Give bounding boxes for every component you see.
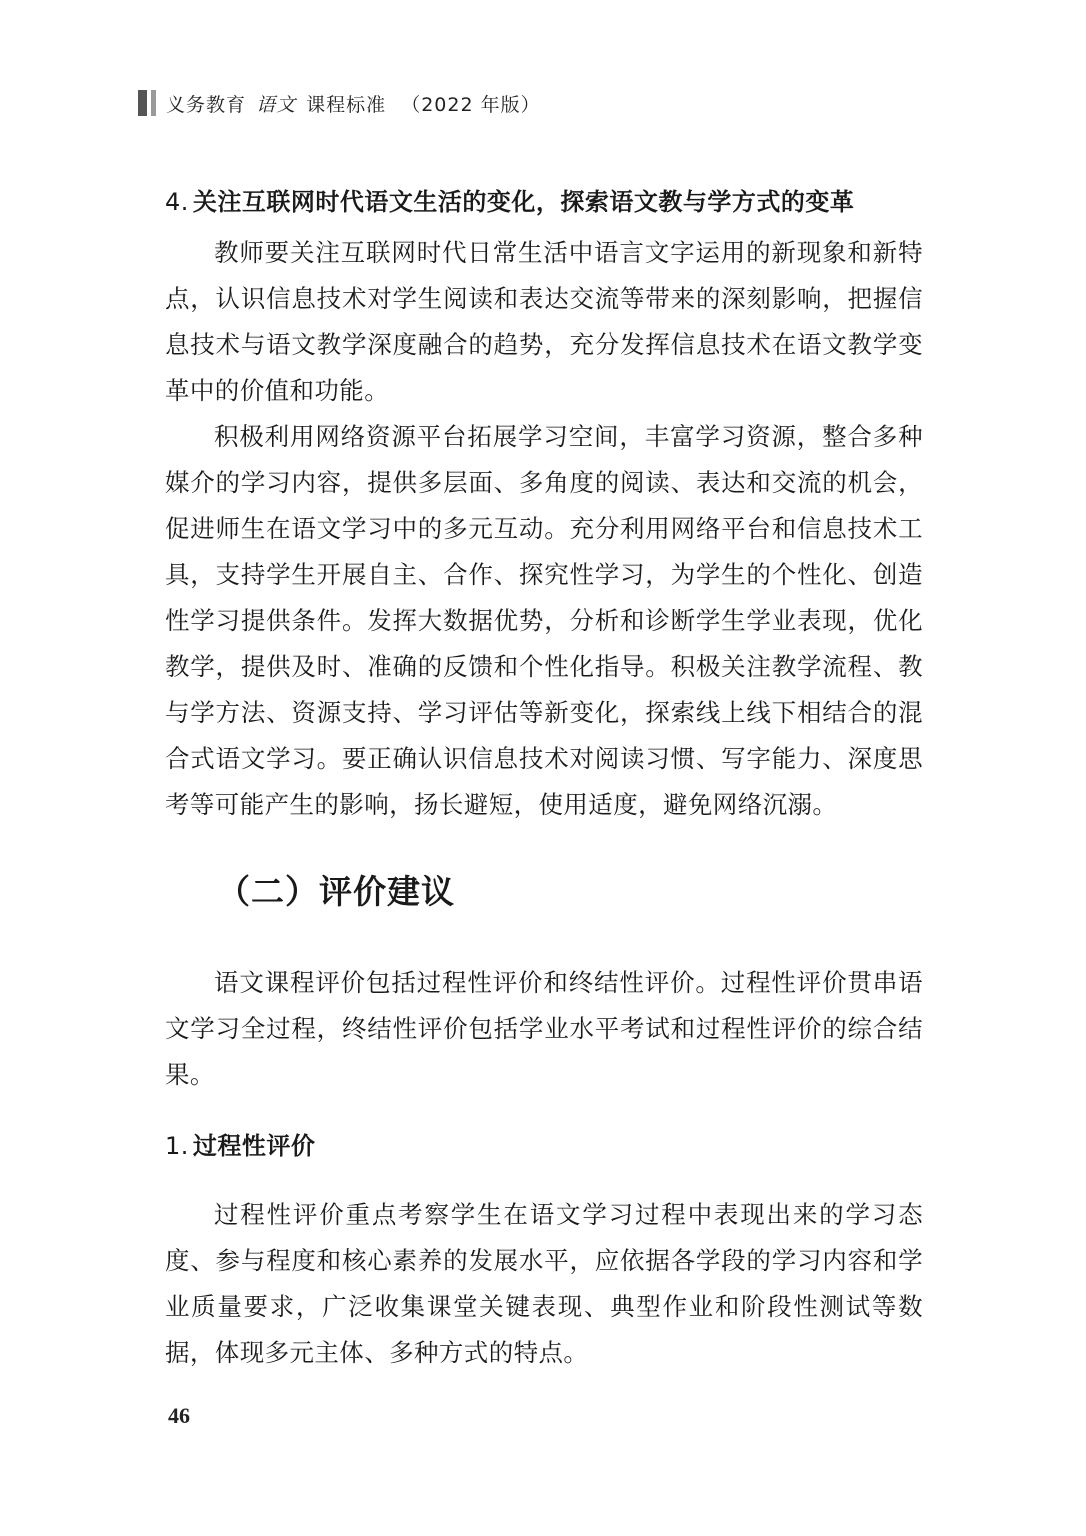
section-4-heading bbox=[165, 180, 923, 224]
page-number: 46 bbox=[168, 1403, 190, 1428]
section-4-paragraph-1: 教师要关注互联网时代日常生活中语言文字运用的新现象和新特点，认识信息技术对学生阅读和表达交流等带来的深刻影响，把握信息技术与语文教学深度融合的趋势，充分发挥信息技术在语文教学变革中的价值和功能。 bbox=[165, 238, 923, 405]
process-evaluation-heading-text: 过程性评价 bbox=[192, 1132, 316, 1160]
header-bar-mark bbox=[138, 90, 156, 116]
process-evaluation-heading bbox=[165, 1124, 923, 1168]
section-4-paragraph-2: 积极利用网络资源平台拓展学习空间，丰富学习资源，整合多种媒介的学习内容，提供多层面、多角度的阅读、表达和交流的机会，促进师生在语文学习中的多元互动。充分利用网络平台和信息技术工具，支持学生开展自主、合作、探究性学习，为学生的个性化、创造性学习提供条件。发挥大数据优势，分析和诊断学生学业表现，优化教学，提供及时、准确的反馈和个性化指导。积极关注教学流程、教与学方法、资源支持、学习评估等新变化，探索线上线下相结合的混合式语文学习。要正确认识信息技术对阅读习惯、写字能力、深度思考等可能产生的影响，扬长避短，使用适度，避免网络沉溺。 bbox=[165, 422, 923, 819]
header-text bbox=[166, 90, 541, 117]
process-evaluation-number: 1. bbox=[165, 1132, 189, 1160]
process-evaluation-paragraph: 过程性评价重点考察学生在语文学习过程中表现出来的学习态度、参与程度和核心素养的发展水平，应依据各学段的学习内容和学业质量要求，广泛收集课堂关键表现、典型作业和阶段性测试等数据，体现多元主体、多种方式的特点。 bbox=[165, 1200, 923, 1367]
header-title: 课程标准 bbox=[306, 93, 387, 116]
section-4-number: 4. bbox=[165, 188, 189, 216]
page-content bbox=[165, 180, 923, 1376]
header-bar-light bbox=[151, 90, 156, 116]
evaluation-section-title: （二）评价建议 bbox=[217, 872, 455, 911]
section-4-heading-text: 关注互联网时代语文生活的变化，探索语文教与学方式的变革 bbox=[192, 188, 855, 216]
header-edition: （2022 年版） bbox=[401, 93, 541, 116]
running-header bbox=[138, 88, 541, 118]
header-subject: 语文 bbox=[256, 93, 297, 116]
header-bar-dark bbox=[138, 90, 147, 116]
header-book: 义务教育 bbox=[166, 93, 247, 116]
evaluation-intro-paragraph: 语文课程评价包括过程性评价和终结性评价。过程性评价贯串语文学习全过程，终结性评价包括学业水平考试和过程性评价的综合结果。 bbox=[165, 968, 923, 1089]
